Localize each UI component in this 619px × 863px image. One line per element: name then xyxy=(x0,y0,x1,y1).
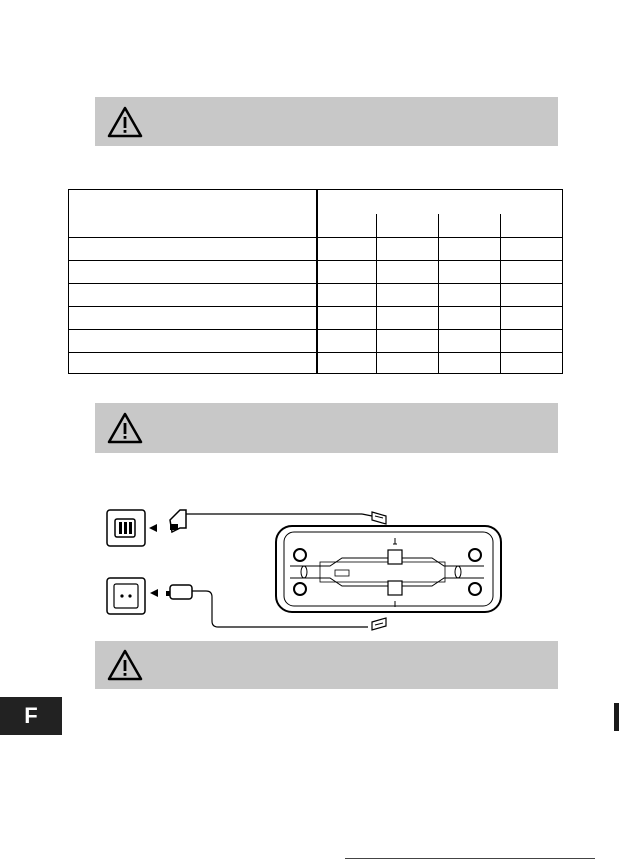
warning-box-1 xyxy=(95,97,558,146)
power-outlet-icon xyxy=(107,578,145,614)
connection-diagram xyxy=(100,498,510,638)
arrow-left-icon xyxy=(150,589,158,597)
language-tab-label: F xyxy=(24,703,38,728)
warning-triangle-icon xyxy=(107,649,143,681)
arrow-left-icon xyxy=(149,524,157,532)
table-row xyxy=(69,306,562,307)
warning-triangle-icon xyxy=(107,412,143,444)
warning-box-2 xyxy=(95,403,558,453)
warning-box-3 xyxy=(95,641,558,689)
table-row xyxy=(69,237,562,238)
page-edge-marker xyxy=(614,703,619,731)
base-station-underside-icon xyxy=(276,526,501,612)
language-tab xyxy=(0,697,62,735)
table-row xyxy=(69,283,562,284)
table-row xyxy=(69,352,562,353)
footer-rule xyxy=(345,858,595,859)
phone-cable-plug-icon xyxy=(372,618,386,630)
table-row xyxy=(69,329,562,330)
specification-table xyxy=(68,189,563,374)
warning-triangle-icon xyxy=(107,106,143,138)
phone-cable-plug-icon xyxy=(362,512,386,524)
table-row xyxy=(69,260,562,261)
phone-wall-socket-icon xyxy=(107,510,145,546)
